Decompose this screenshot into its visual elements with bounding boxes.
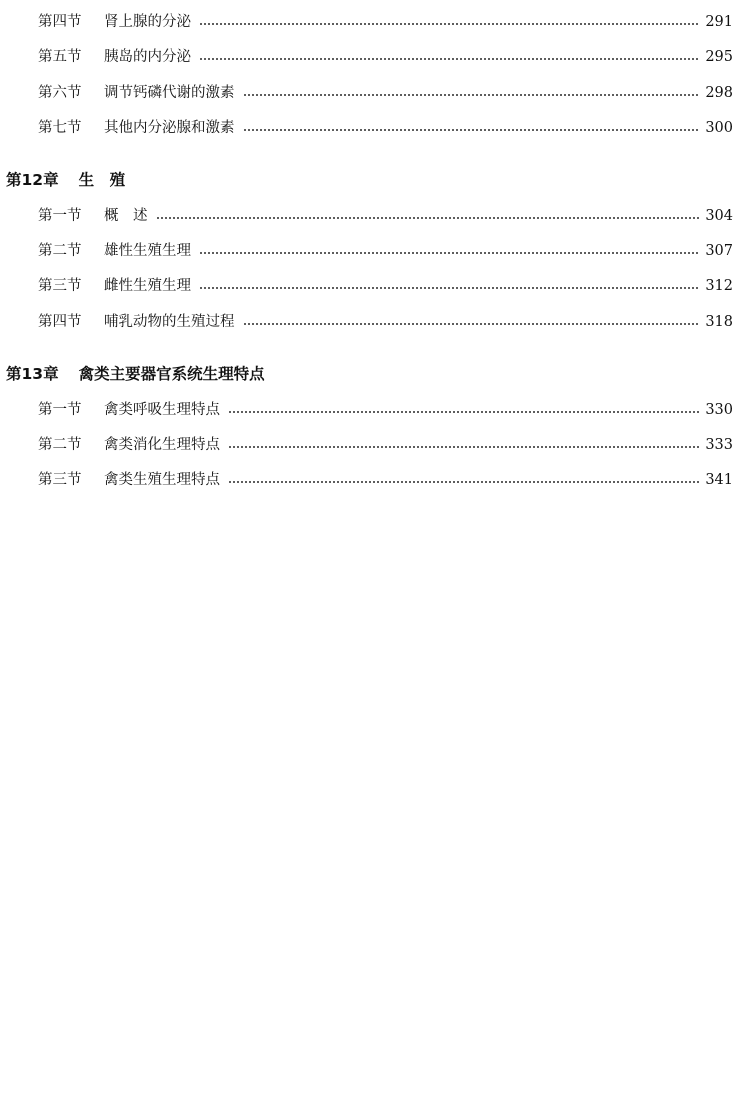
chapter-title: 生 殖: [78, 171, 126, 189]
section-number: 第七节: [38, 120, 82, 136]
section-title: 胰岛的内分泌: [104, 49, 191, 65]
section-title: 雌性生殖生理: [104, 278, 191, 294]
dot-leader: [199, 287, 699, 289]
section-title: 其他内分泌腺和激素: [104, 120, 235, 136]
section-title: 肾上腺的分泌: [104, 14, 191, 30]
section-title: 概 述: [104, 208, 148, 224]
page-number: 307: [705, 243, 733, 259]
section-number: 第五节: [38, 49, 82, 65]
chapter-heading[interactable]: [6, 361, 265, 387]
dot-leader: [243, 323, 700, 325]
section-number: 第六节: [38, 85, 82, 101]
dot-leader: [156, 217, 700, 219]
section-number: 第四节: [38, 314, 82, 330]
dot-leader: [243, 94, 700, 96]
toc-entry[interactable]: [38, 274, 733, 298]
toc-entry[interactable]: [38, 45, 733, 69]
section-title: 雄性生殖生理: [104, 243, 191, 259]
toc-entry[interactable]: [38, 10, 733, 34]
dot-leader: [199, 58, 699, 60]
section-number: 第一节: [38, 208, 82, 224]
page-number: 291: [705, 14, 733, 30]
section-title: 禽类消化生理特点: [104, 437, 220, 453]
dot-leader: [228, 411, 699, 413]
page-number: 304: [705, 208, 733, 224]
page-number: 295: [705, 49, 733, 65]
section-title: 禽类呼吸生理特点: [104, 402, 220, 418]
section-title: 调节钙磷代谢的激素: [104, 85, 235, 101]
page-number: 330: [705, 402, 733, 418]
section-title: 哺乳动物的生殖过程: [104, 314, 235, 330]
dot-leader: [228, 481, 699, 483]
dot-leader: [228, 446, 699, 448]
chapter-heading[interactable]: [6, 167, 125, 193]
section-number: 第四节: [38, 14, 82, 30]
page-number: 312: [705, 278, 733, 294]
toc-entry[interactable]: [38, 468, 733, 492]
page-number: 300: [705, 120, 733, 136]
chapter-number: 第12章: [6, 171, 59, 189]
toc-entry[interactable]: [38, 239, 733, 263]
toc-entry[interactable]: [38, 433, 733, 457]
chapter-title: 禽类主要器官系统生理特点: [78, 365, 265, 383]
toc-entry[interactable]: [38, 310, 733, 334]
page-number: 333: [705, 437, 733, 453]
section-number: 第三节: [38, 278, 82, 294]
dot-leader: [243, 129, 700, 131]
section-number: 第三节: [38, 472, 82, 488]
section-title: 禽类生殖生理特点: [104, 472, 220, 488]
toc-entry[interactable]: [38, 204, 733, 228]
toc-entry[interactable]: [38, 116, 733, 140]
section-number: 第二节: [38, 437, 82, 453]
dot-leader: [199, 23, 699, 25]
page-number: 318: [705, 314, 733, 330]
page-number: 298: [705, 85, 733, 101]
section-number: 第二节: [38, 243, 82, 259]
page-number: 341: [705, 472, 733, 488]
toc-entry[interactable]: [38, 398, 733, 422]
toc-entry[interactable]: [38, 81, 733, 105]
section-number: 第一节: [38, 402, 82, 418]
dot-leader: [199, 252, 699, 254]
chapter-number: 第13章: [6, 365, 59, 383]
